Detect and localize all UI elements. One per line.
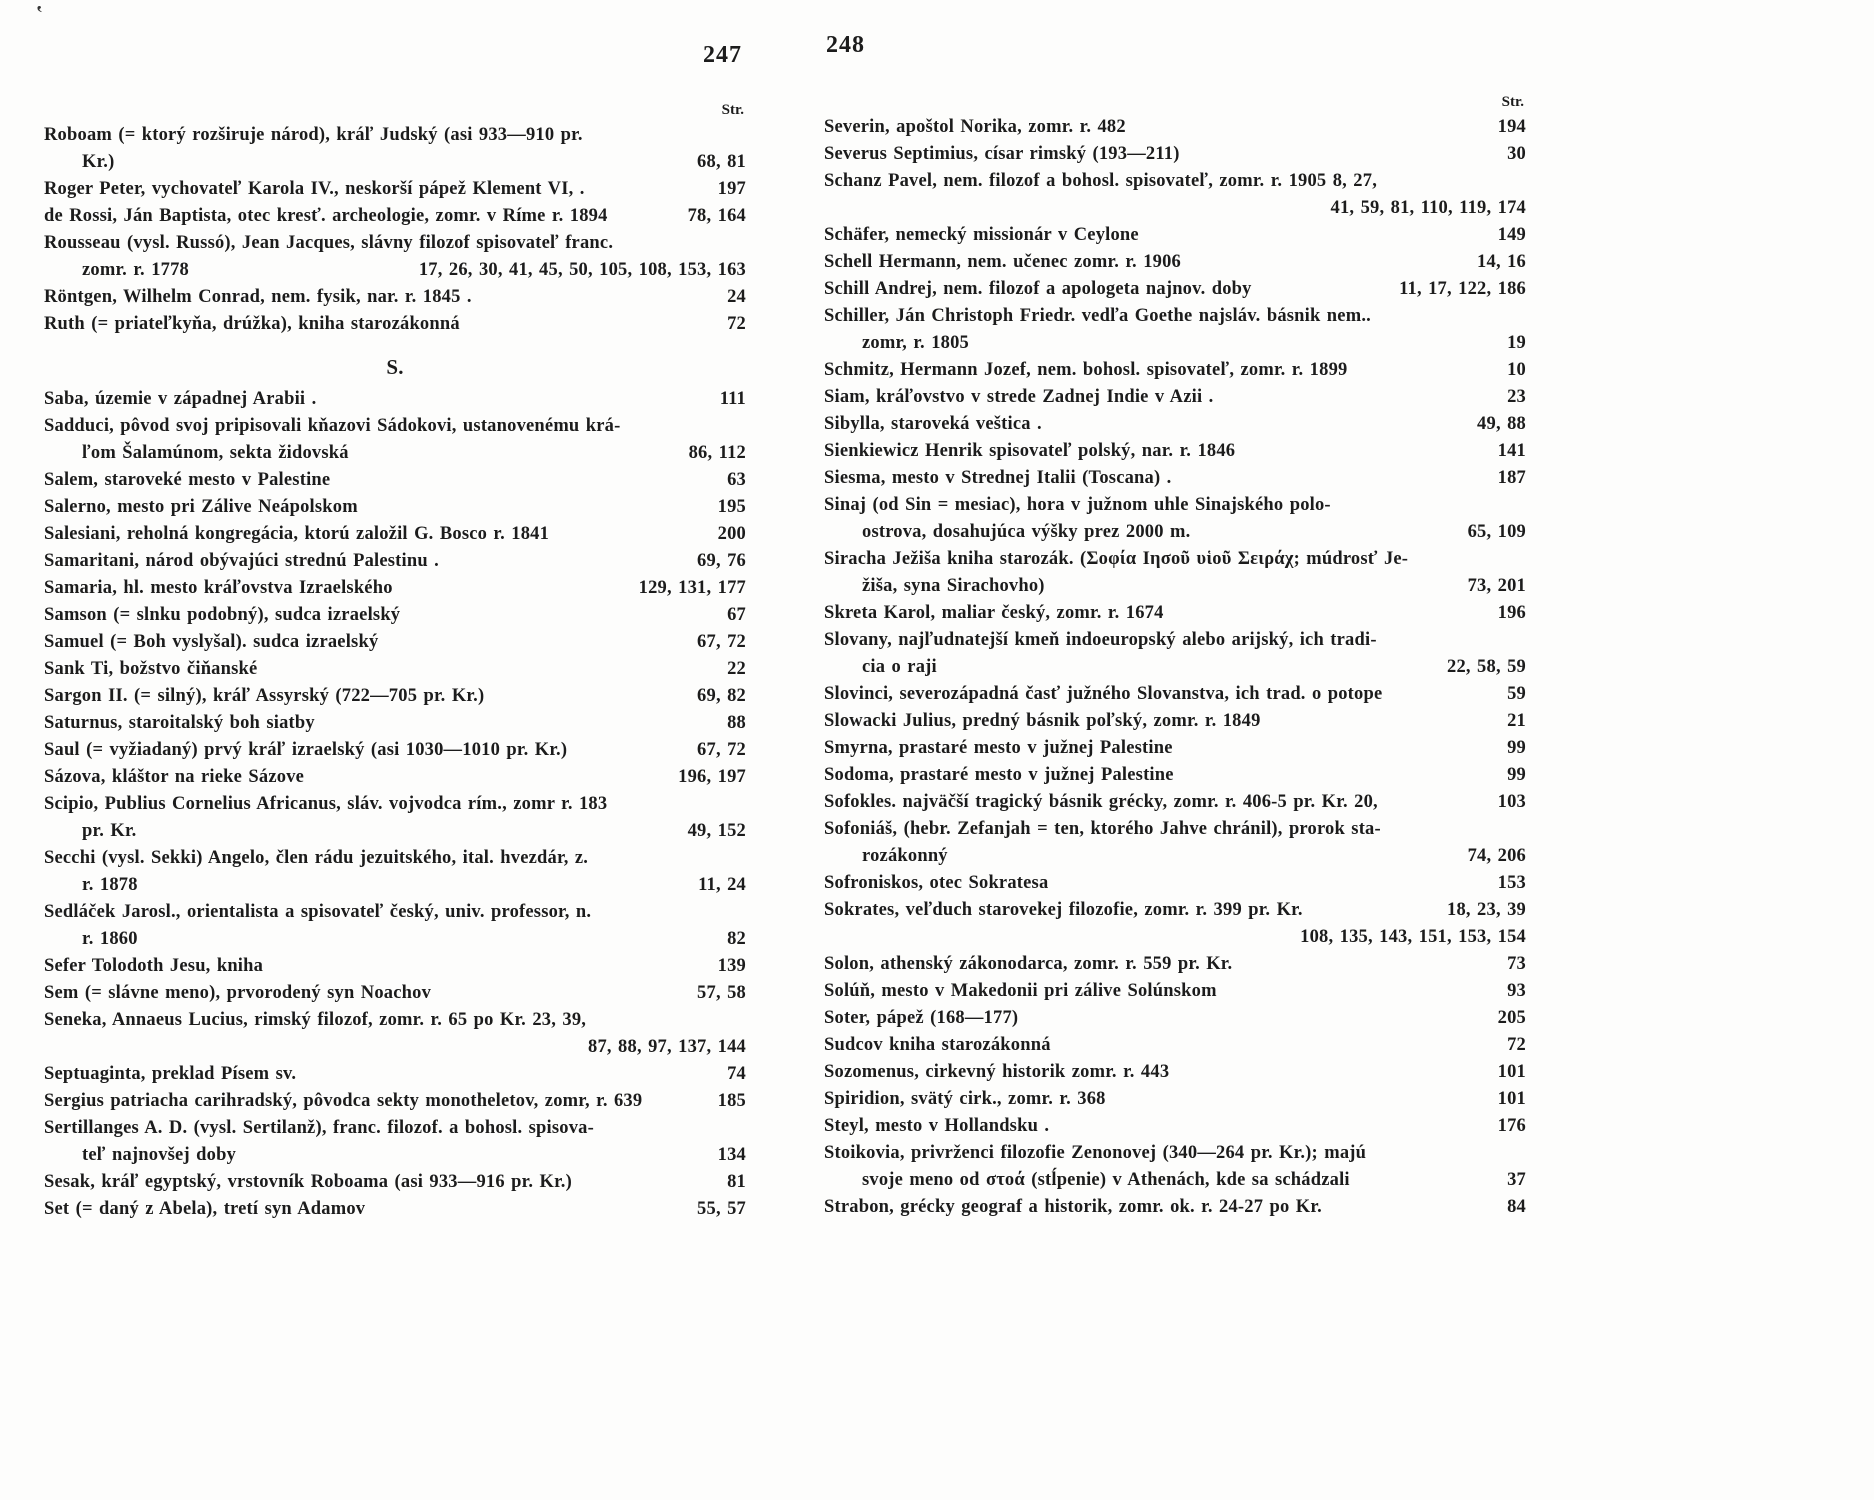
entry-page-numbers: 69, 76: [697, 551, 746, 571]
index-line: [44, 791, 746, 818]
entry-text: Samson (= slnku podobný), sudca izraelský: [44, 605, 401, 625]
entry-text: Schell Hermann, nem. učenec zomr. r. 1906: [824, 252, 1182, 272]
index-line: [44, 149, 746, 176]
entry-text: Soter, pápež (168—177): [824, 1008, 1019, 1028]
index-line: [44, 467, 746, 494]
entry-text: Samaria, hl. mesto kráľovstva Izraelského: [44, 578, 393, 598]
index-line: [824, 141, 1526, 168]
index-line: [44, 899, 746, 926]
index-line: [824, 492, 1526, 519]
entry-page-numbers: 141: [1497, 441, 1526, 461]
entry-text: Roboam (= ktorý rozširuje národ), kráľ Judský (asi 933—910 pr.: [44, 125, 583, 145]
entry-page-numbers: 101: [1497, 1062, 1526, 1082]
entry-page-numbers: 103: [1497, 792, 1526, 812]
entry-text: cia o raji: [862, 657, 937, 677]
entry-text: Sem (= slávne meno), prvorodený syn Noachov: [44, 983, 432, 1003]
index-line: [824, 195, 1526, 222]
entry-page-numbers: 176: [1497, 1116, 1526, 1136]
index-line: [824, 1032, 1526, 1059]
index-line: [824, 222, 1526, 249]
index-line: [824, 1059, 1526, 1086]
index-line: [44, 629, 746, 656]
entry-text: r. 1878: [82, 875, 138, 895]
entry-page-numbers: 23: [1507, 387, 1526, 407]
entry-page-numbers: 49, 152: [687, 821, 746, 841]
index-line: [44, 440, 746, 467]
index-line: [44, 494, 746, 521]
entry-text: Slowacki Julius, predný básnik poľský, zomr. r. 1849: [824, 711, 1261, 731]
entry-page-numbers: 74: [727, 1064, 746, 1084]
entry-text: Solon, athenský zákonodarca, zomr. r. 559 pr. Kr.: [824, 954, 1233, 974]
entry-page-numbers: 81: [727, 1172, 746, 1192]
index-line: [824, 843, 1526, 870]
entry-text: Slovany, najľudnatejší kmeň indoeuropský alebo arijský, ich tradi-: [824, 630, 1377, 650]
index-line: [824, 789, 1526, 816]
entry-page-numbers: 196, 197: [678, 767, 746, 787]
index-line: [824, 438, 1526, 465]
index-line: [824, 654, 1526, 681]
index-line: [824, 1086, 1526, 1113]
entry-text: Severus Septimius, císar rimský (193—211): [824, 144, 1180, 164]
entry-text: Sokrates, veľduch starovekej filozofie, zomr. r. 399 pr. Kr.: [824, 900, 1303, 920]
entry-text: Severin, apoštol Norika, zomr. r. 482: [824, 117, 1126, 137]
entry-text: Secchi (vysl. Sekki) Angelo, člen rádu jezuitského, ital. hvezdár, z.: [44, 848, 589, 868]
entry-page-numbers: 59: [1507, 684, 1526, 704]
index-line: [44, 656, 746, 683]
entry-page-numbers: 205: [1497, 1008, 1526, 1028]
entry-text: Sedláček Jarosl., orientalista a spisovateľ český, univ. professor, n.: [44, 902, 592, 922]
entry-text: Sofroniskos, otec Sokratesa: [824, 873, 1049, 893]
entry-text: Schäfer, nemecký missionár v Ceylone: [824, 225, 1139, 245]
page-column-label-left: Str.: [721, 102, 744, 118]
entry-page-numbers: 187: [1497, 468, 1526, 488]
entry-text: svoje meno od στοά (stĺpenie) v Athenách, kde sa schádzali: [862, 1170, 1350, 1190]
entry-page-numbers: 11, 24: [698, 875, 746, 895]
entry-page-numbers: 21: [1507, 711, 1526, 731]
entry-text: žiša, syna Sirachovho): [862, 576, 1045, 596]
index-line: [824, 1167, 1526, 1194]
index-line: [44, 764, 746, 791]
entry-text: Smyrna, prastaré mesto v južnej Palestine: [824, 738, 1173, 758]
entry-page-numbers: 72: [727, 314, 746, 334]
index-entries-right: [824, 114, 1526, 1221]
entry-text: de Rossi, Ján Baptista, otec kresť. archeologie, zomr. v Ríme r. 1894: [44, 206, 608, 226]
entry-page-numbers: 49, 88: [1477, 414, 1526, 434]
entry-page-numbers: 73, 201: [1467, 576, 1526, 596]
entry-page-numbers: 194: [1497, 117, 1526, 137]
index-line: [44, 1007, 746, 1034]
page-number-left: 247: [703, 42, 742, 68]
entry-page-numbers: 88: [727, 713, 746, 733]
index-line: [44, 845, 746, 872]
entry-text: Schanz Pavel, nem. filozof a bohosl. spisovateľ, zomr. r. 1905 8, 27,: [824, 171, 1378, 191]
entry-page-numbers: 18, 23, 39: [1447, 900, 1526, 920]
index-line: [44, 311, 746, 338]
entry-text: Sibylla, staroveká veštica .: [824, 414, 1042, 434]
entry-text: Slovinci, severozápadná časť južného Slovanstva, ich trad. o potope: [824, 684, 1383, 704]
entry-page-numbers: 74, 206: [1467, 846, 1526, 866]
index-line: [44, 710, 746, 737]
entry-text: Salesiani, reholná kongregácia, ktorú založil G. Bosco r. 1841: [44, 524, 550, 544]
entry-text: Sadduci, pôvod svoj pripisovali kňazovi Sádokovi, ustanovenému krá-: [44, 416, 621, 436]
entry-text: Saturnus, staroitalský boh siatby: [44, 713, 315, 733]
index-line: [44, 737, 746, 764]
entry-page-numbers: 17, 26, 30, 41, 45, 50, 105, 108, 153, 163: [418, 260, 746, 280]
index-line: [44, 1061, 746, 1088]
entry-text: Sank Ti, božstvo čiňanské: [44, 659, 258, 679]
entry-page-numbers: 101: [1497, 1089, 1526, 1109]
entry-text: Set (= daný z Abela), tretí syn Adamov: [44, 1199, 366, 1219]
entry-text: teľ najnovšej doby: [82, 1145, 237, 1165]
index-line: [44, 257, 746, 284]
index-line: [44, 683, 746, 710]
index-line: [824, 276, 1526, 303]
entry-page-numbers: 67, 72: [697, 632, 746, 652]
entry-text: Roger Peter, vychovateľ Karola IV., neskorší pápež Klement VI, .: [44, 179, 585, 199]
index-line: [824, 978, 1526, 1005]
entry-text: Septuaginta, preklad Písem sv.: [44, 1064, 297, 1084]
index-line: [44, 1088, 746, 1115]
index-line: [824, 465, 1526, 492]
entry-text: Sinaj (od Sin = mesiac), hora v južnom uhle Sinajského polo-: [824, 495, 1331, 515]
entry-text: Seneka, Annaeus Lucius, rimský filozof, zomr. r. 65 po Kr. 23, 39,: [44, 1010, 587, 1030]
entry-text: Schiller, Ján Christoph Friedr. vedľa Goethe najsláv. básnik nem..: [824, 306, 1371, 326]
entry-page-numbers: 65, 109: [1467, 522, 1526, 542]
entry-page-numbers: 87, 88, 97, 137, 144: [588, 1037, 746, 1057]
entry-page-numbers: 72: [1507, 1035, 1526, 1055]
index-line: [44, 521, 746, 548]
entry-text: Sázova, kláštor na rieke Sázove: [44, 767, 305, 787]
entry-page-numbers: 68, 81: [697, 152, 746, 172]
index-line: [824, 168, 1526, 195]
entry-page-numbers: 24: [727, 287, 746, 307]
index-line: [824, 384, 1526, 411]
entry-page-numbers: 14, 16: [1477, 252, 1526, 272]
index-line: [824, 411, 1526, 438]
entry-text: Sofokles. najväčší tragický básnik grécky, zomr. r. 406-5 pr. Kr. 20,: [824, 792, 1378, 812]
index-line: [44, 953, 746, 980]
entry-page-numbers: 69, 82: [697, 686, 746, 706]
entry-page-numbers: 67: [727, 605, 746, 625]
entry-text: Kr.): [82, 152, 115, 172]
entry-page-numbers: 11, 17, 122, 186: [1399, 279, 1526, 299]
entry-text: Sofoniáš, (hebr. Zefanjah = ten, ktorého Jahve chránil), prorok sta-: [824, 819, 1381, 839]
index-line: [44, 122, 746, 149]
entry-text: Sefer Tolodoth Jesu, kniha: [44, 956, 264, 976]
entry-text: Steyl, mesto v Hollandsku .: [824, 1116, 1050, 1136]
entry-text: ľom Šalamúnom, sekta židovská: [82, 443, 349, 463]
entry-text: ostrova, dosahujúca výšky prez 2000 m.: [862, 522, 1191, 542]
entry-page-numbers: 22: [727, 659, 746, 679]
index-line: [44, 1142, 746, 1169]
entry-page-numbers: 108, 135, 143, 151, 153, 154: [1300, 927, 1526, 947]
index-line: [44, 980, 746, 1007]
entry-page-numbers: 41, 59, 81, 110, 119, 174: [1330, 198, 1526, 218]
index-line: [44, 548, 746, 575]
scan-artifact: ‛: [36, 2, 43, 24]
index-line: [44, 1169, 746, 1196]
entry-text: S.: [386, 355, 404, 379]
entry-page-numbers: 99: [1507, 738, 1526, 758]
index-line: [824, 1005, 1526, 1032]
entry-page-numbers: 37: [1507, 1170, 1526, 1190]
index-line: [44, 386, 746, 413]
entry-text: Skreta Karol, maliar český, zomr. r. 1674: [824, 603, 1164, 623]
entry-page-numbers: 149: [1497, 225, 1526, 245]
index-line: [824, 924, 1526, 951]
entry-page-numbers: 99: [1507, 765, 1526, 785]
index-line: [44, 1196, 746, 1223]
page-column-label-right: Str.: [1501, 94, 1524, 110]
entry-page-numbers: 129, 131, 177: [638, 578, 746, 598]
entry-text: Ruth (= priateľkyňa, drúžka), kniha starozákonná: [44, 314, 460, 334]
entry-page-numbers: 84: [1507, 1197, 1526, 1217]
index-line: [824, 1140, 1526, 1167]
entry-page-numbers: 93: [1507, 981, 1526, 1001]
entry-text: rozákonný: [862, 846, 948, 866]
entry-page-numbers: 10: [1507, 360, 1526, 380]
index-line: [44, 413, 746, 440]
index-line: [44, 818, 746, 845]
index-line: [44, 602, 746, 629]
entry-text: Salerno, mesto pri Zálive Neápolskom: [44, 497, 358, 517]
entry-text: Sargon II. (= silný), kráľ Assyrský (722—705 pr. Kr.): [44, 686, 485, 706]
index-line: [824, 1113, 1526, 1140]
index-line: [824, 114, 1526, 141]
index-line: [824, 1194, 1526, 1221]
entry-page-numbers: 139: [717, 956, 746, 976]
index-line: [824, 573, 1526, 600]
entry-page-numbers: 197: [717, 179, 746, 199]
entry-page-numbers: 196: [1497, 603, 1526, 623]
entry-text: Saba, územie v západnej Arabii .: [44, 389, 317, 409]
index-line: [824, 735, 1526, 762]
entry-page-numbers: 195: [717, 497, 746, 517]
entry-text: Sodoma, prastaré mesto v južnej Palestine: [824, 765, 1174, 785]
index-line: [824, 330, 1526, 357]
entry-page-numbers: 82: [727, 929, 746, 949]
index-line: [824, 951, 1526, 978]
index-line: [824, 897, 1526, 924]
index-line: [824, 870, 1526, 897]
index-line: [44, 284, 746, 311]
index-line: [44, 575, 746, 602]
entry-page-numbers: 73: [1507, 954, 1526, 974]
index-line: [824, 519, 1526, 546]
entry-page-numbers: 185: [717, 1091, 746, 1111]
entry-text: Siesma, mesto v Strednej Italii (Toscana) .: [824, 468, 1172, 488]
entry-page-numbers: 57, 58: [697, 983, 746, 1003]
index-line: [44, 872, 746, 899]
index-line: [824, 627, 1526, 654]
entry-text: Samuel (= Boh vyslyšal). sudca izraelský: [44, 632, 379, 652]
entry-page-numbers: 67, 72: [697, 740, 746, 760]
entry-page-numbers: 78, 164: [687, 206, 746, 226]
index-line: [824, 681, 1526, 708]
index-line: [824, 762, 1526, 789]
entry-text: Scipio, Publius Cornelius Africanus, sláv. vojvodca rím., zomr r. 183: [44, 794, 608, 814]
entry-text: Sesak, kráľ egyptský, vrstovník Roboama (asi 933—916 pr. Kr.): [44, 1172, 572, 1192]
index-line: [824, 600, 1526, 627]
index-line: [44, 230, 746, 257]
entry-page-numbers: 55, 57: [697, 1199, 746, 1219]
page-number-right: 248: [826, 32, 865, 58]
entry-text: Stoikovia, privrženci filozofie Zenonovej (340—264 pr. Kr.); majú: [824, 1143, 1367, 1163]
entry-text: Röntgen, Wilhelm Conrad, nem. fysik, nar. r. 1845 .: [44, 287, 472, 307]
entry-text: Siracha Ježiša kniha starozák. (Σοφία Ιησοῦ υἱοῦ Σειράχ; múdrosť Je-: [824, 549, 1409, 569]
entry-page-numbers: 30: [1507, 144, 1526, 164]
index-line: [44, 1034, 746, 1061]
index-line: [824, 816, 1526, 843]
index-line: [824, 546, 1526, 573]
entry-text: zomr. r. 1778: [82, 260, 189, 280]
entry-text: Strabon, grécky geograf a historik, zomr. ok. r. 24-27 po Kr.: [824, 1197, 1322, 1217]
entry-page-numbers: 134: [717, 1145, 746, 1165]
entry-text: Sudcov kniha starozákonná: [824, 1035, 1051, 1055]
entry-text: Samaritani, národ obývajúci strednú Palestinu .: [44, 551, 440, 571]
index-line: [824, 249, 1526, 276]
entry-text: Sergius patriacha carihradský, pôvodca sekty monotheletov, zomr, r. 639: [44, 1091, 643, 1111]
entry-page-numbers: 22, 58, 59: [1447, 657, 1526, 677]
entry-text: Rousseau (vysl. Russó), Jean Jacques, slávny filozof spisovateľ franc.: [44, 233, 614, 253]
index-line: [824, 708, 1526, 735]
entry-text: Schill Andrej, nem. filozof a apologeta najnov. doby: [824, 279, 1252, 299]
entry-text: Sertillanges A. D. (vysl. Sertilanž), franc. filozof. a bohosl. spisova-: [44, 1118, 594, 1138]
entry-text: zomr, r. 1805: [862, 333, 969, 353]
index-line: [44, 1115, 746, 1142]
index-entries-left: [44, 122, 746, 1223]
entry-text: Spiridion, svätý cirk., zomr. r. 368: [824, 1089, 1106, 1109]
index-line: [44, 176, 746, 203]
entry-text: Saul (= vyžiadaný) prvý kráľ izraelský (asi 1030—1010 pr. Kr.): [44, 740, 568, 760]
entry-text: Sienkiewicz Henrik spisovateľ polský, nar. r. 1846: [824, 441, 1236, 461]
entry-text: Sozomenus, cirkevný historik zomr. r. 443: [824, 1062, 1170, 1082]
entry-page-numbers: 19: [1507, 333, 1526, 353]
index-line: [824, 357, 1526, 384]
entry-text: r. 1860: [82, 929, 138, 949]
index-line: [44, 203, 746, 230]
entry-page-numbers: 111: [719, 389, 746, 409]
index-line: [824, 303, 1526, 330]
entry-page-numbers: 86, 112: [688, 443, 746, 463]
entry-text: Solúň, mesto v Makedonii pri zálive Solúnskom: [824, 981, 1217, 1001]
entry-page-numbers: 153: [1497, 873, 1526, 893]
entry-text: Siam, kráľovstvo v strede Zadnej Indie v Azii .: [824, 387, 1214, 407]
entry-text: pr. Kr.: [82, 821, 137, 841]
section-heading: [44, 354, 746, 381]
entry-page-numbers: 63: [727, 470, 746, 490]
index-line: [44, 926, 746, 953]
entry-text: Schmitz, Hermann Jozef, nem. bohosl. spisovateľ, zomr. r. 1899: [824, 360, 1348, 380]
entry-page-numbers: 200: [717, 524, 746, 544]
entry-text: Salem, staroveké mesto v Palestine: [44, 470, 331, 490]
